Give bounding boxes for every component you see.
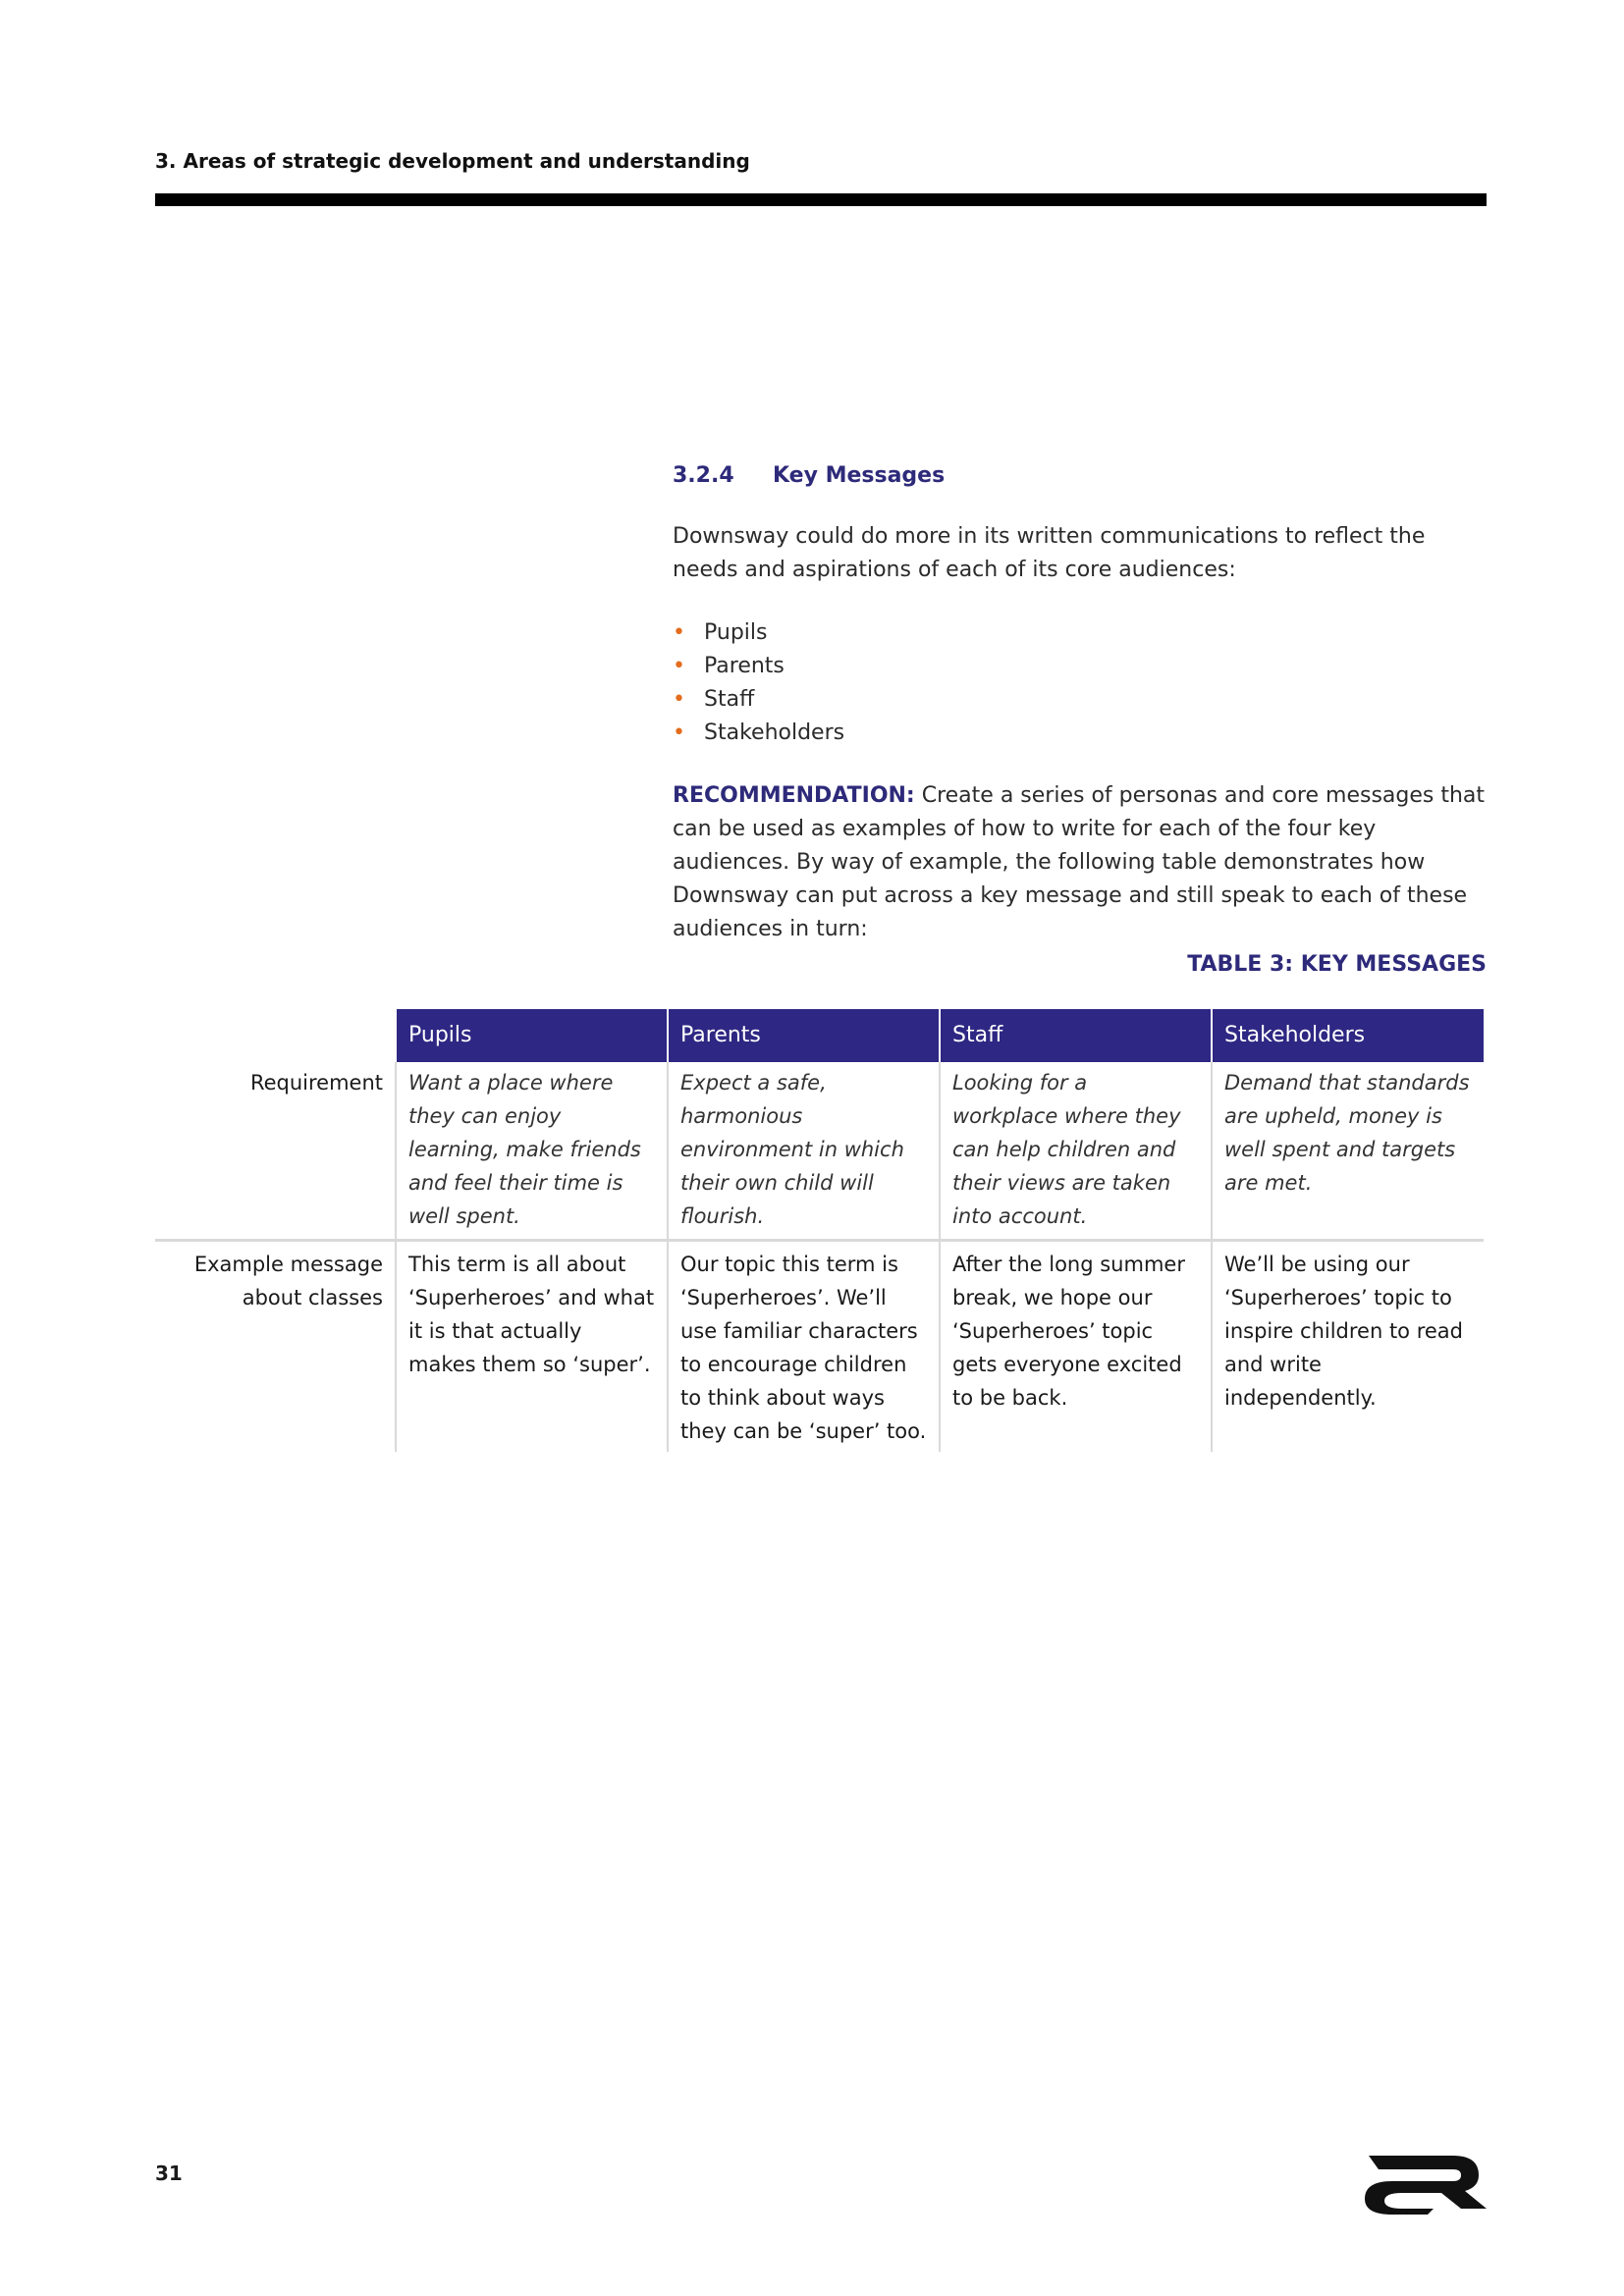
brand-logo-icon (1363, 2148, 1489, 2216)
table-corner (155, 1009, 396, 1062)
intro-paragraph: Downsway could do more in its written communications to reflect the needs and aspirations of each of its core audiences: (673, 524, 1426, 582)
recommendation-text: Create a series of personas and core messages that can be used as examples of how to write for each of the four key audiences. By way of example, the following table demonstrates how Downsway can put across a key message and still speak to each of these audiences in turn: (673, 783, 1486, 941)
recommendation-paragraph (673, 779, 1488, 946)
table-row (155, 1241, 1484, 1453)
table-row (155, 1062, 1484, 1241)
section-key-messages (673, 459, 1488, 946)
table-cell: Demand that standards are upheld, money is well spent and targets are met. (1212, 1062, 1484, 1241)
table-title: TABLE 3: KEY MESSAGES (1187, 952, 1487, 977)
audience-list (673, 616, 1488, 750)
row-label: Example message about classes (193, 1253, 383, 1309)
row-label: Requirement (155, 1062, 396, 1241)
bullet-icon: • (673, 687, 685, 712)
table-cell: Want a place where they can enjoy learning, make friends and feel their time is well spent. (396, 1062, 668, 1241)
bullet-icon: • (673, 654, 685, 678)
table-cell: We’ll be using our ‘Superheroes’ topic to inspire children to read and write independently. (1212, 1241, 1484, 1453)
table-cell: This term is all about ‘Superheroes’ and what it is that actually makes them so ‘super’. (396, 1241, 668, 1453)
section-number: 3.2.4 (673, 463, 734, 488)
list-item-label: Pupils (704, 620, 768, 645)
table-cell: After the long summer break, we hope our ‘Superheroes’ topic gets everyone excited to be back. (940, 1241, 1212, 1453)
section-title: Key Messages (773, 463, 946, 488)
column-header-parents: Parents (668, 1009, 940, 1062)
list-item (673, 650, 1488, 683)
bullet-icon: • (673, 721, 685, 745)
table-cell: Looking for a workplace where they can help children and their views are taken into account. (940, 1062, 1212, 1241)
column-header-pupils: Pupils (396, 1009, 668, 1062)
recommendation-label: RECOMMENDATION: (673, 783, 915, 808)
list-item (673, 616, 1488, 650)
list-item-label: Parents (704, 654, 785, 678)
table-header-row (155, 1009, 1484, 1062)
running-header-title: 3. Areas of strategic development and understanding (155, 149, 750, 173)
list-item (673, 683, 1488, 717)
bullet-icon: • (673, 620, 685, 645)
column-header-staff: Staff (940, 1009, 1212, 1062)
key-messages-table (155, 1009, 1484, 1452)
list-item (673, 717, 1488, 750)
list-item-label: Stakeholders (704, 721, 845, 745)
list-item-label: Staff (704, 687, 755, 712)
table-cell: Our topic this term is ‘Superheroes’. We’ll use familiar characters to encourage children to think about ways they can be ‘super’ too. (668, 1241, 940, 1453)
section-heading (673, 459, 1488, 493)
column-header-stakeholders: Stakeholders (1212, 1009, 1484, 1062)
table-cell: Expect a safe, harmonious environment in which their own child will flourish. (668, 1062, 940, 1241)
header-rule (155, 193, 1487, 206)
page-number: 31 (155, 2162, 183, 2185)
